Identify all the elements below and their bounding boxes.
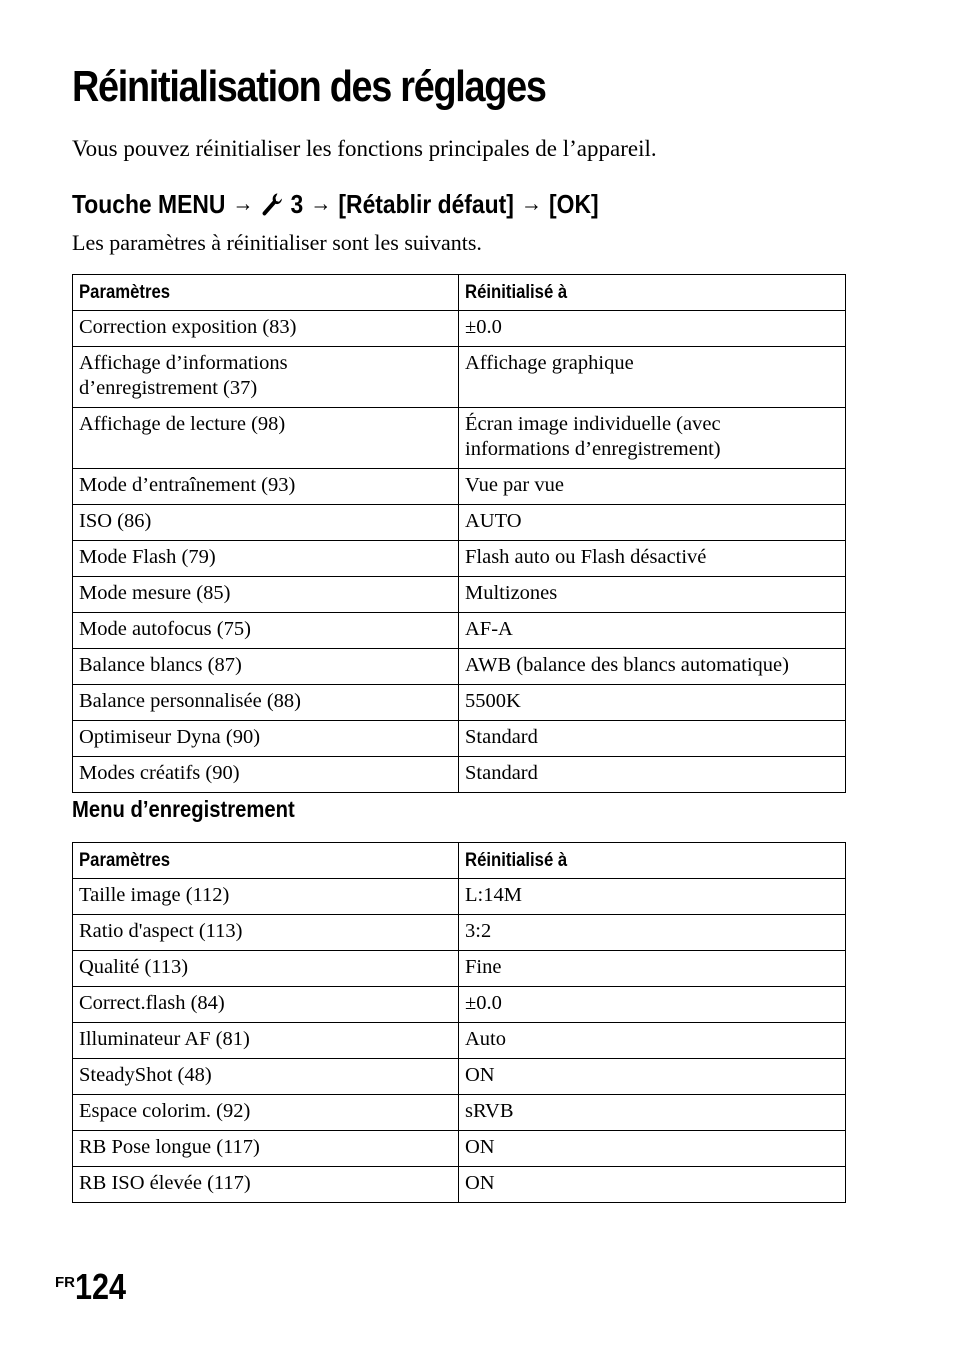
table-row	[73, 408, 846, 469]
parameter-cell: Affichage d’informations d’enregistrement (37)	[73, 347, 459, 408]
column-header: Paramètres	[73, 843, 459, 879]
reset-value-cell: Vue par vue	[459, 469, 846, 505]
reset-value-cell: ±0.0	[459, 311, 846, 347]
table-row	[73, 987, 846, 1023]
parameter-cell: Espace colorim. (92)	[73, 1095, 459, 1131]
table-row	[73, 757, 846, 793]
reset-value-cell: Multizones	[459, 577, 846, 613]
parameter-cell: Mode mesure (85)	[73, 577, 459, 613]
parameter-cell: Taille image (112)	[73, 879, 459, 915]
parameter-cell: Optimiseur Dyna (90)	[73, 721, 459, 757]
reset-value-cell: ON	[459, 1059, 846, 1095]
table-row	[73, 1023, 846, 1059]
table-row	[73, 879, 846, 915]
parameter-cell: Affichage de lecture (98)	[73, 408, 459, 469]
table-header-row	[73, 275, 846, 311]
parameter-cell: Qualité (113)	[73, 951, 459, 987]
wrench-icon	[261, 191, 284, 217]
reset-value-cell: Flash auto ou Flash désactivé	[459, 541, 846, 577]
language-label: FR	[55, 1274, 75, 1291]
arrow-icon: →	[232, 190, 254, 217]
table-row	[73, 1059, 846, 1095]
reset-value-cell: 5500K	[459, 685, 846, 721]
reset-value-cell: Écran image individuelle (avec informations d’enregistrement)	[459, 408, 846, 469]
section-title: Menu d’enregistrement	[72, 796, 295, 822]
table-row	[73, 721, 846, 757]
menu-path-tab-number: 3	[290, 188, 304, 219]
column-header: Réinitialisé à	[459, 843, 846, 879]
reset-value-cell: ON	[459, 1131, 846, 1167]
reset-value-cell: AF-A	[459, 613, 846, 649]
column-header: Réinitialisé à	[459, 275, 846, 311]
table-row	[73, 915, 846, 951]
reset-value-cell: AWB (balance des blancs automatique)	[459, 649, 846, 685]
table-row	[73, 685, 846, 721]
reset-value-cell: sRVB	[459, 1095, 846, 1131]
parameter-cell: Mode Flash (79)	[73, 541, 459, 577]
table-row	[73, 347, 846, 408]
parameter-cell: Modes créatifs (90)	[73, 757, 459, 793]
reset-value-cell: Standard	[459, 757, 846, 793]
subtitle-text: Les paramètres à réinitialiser sont les suivants.	[72, 230, 482, 255]
table-row	[73, 541, 846, 577]
parameter-cell: Illuminateur AF (81)	[73, 1023, 459, 1059]
reset-value-cell: AUTO	[459, 505, 846, 541]
recording-menu-table	[72, 842, 846, 1203]
parameter-cell: RB Pose longue (117)	[73, 1131, 459, 1167]
parameter-cell: Mode autofocus (75)	[73, 613, 459, 649]
menu-path	[72, 188, 599, 220]
table-header-row	[73, 843, 846, 879]
column-header: Paramètres	[73, 275, 459, 311]
page-title: Réinitialisation des réglages	[72, 62, 546, 111]
table-row	[73, 951, 846, 987]
table-row	[73, 505, 846, 541]
menu-path-item: [Rétablir défaut]	[338, 188, 514, 219]
table-row	[73, 1131, 846, 1167]
reset-value-cell: Fine	[459, 951, 846, 987]
arrow-icon: →	[520, 190, 543, 217]
reset-value-cell: ON	[459, 1167, 846, 1203]
table-row	[73, 1167, 846, 1203]
table-row	[73, 1095, 846, 1131]
table-row	[73, 613, 846, 649]
parameter-cell: SteadyShot (48)	[73, 1059, 459, 1095]
table-row	[73, 469, 846, 505]
table-body	[73, 311, 846, 793]
table-body	[73, 879, 846, 1203]
menu-path-confirm: [OK]	[549, 188, 599, 219]
parameter-cell: Balance personnalisée (88)	[73, 685, 459, 721]
reset-value-cell: 3:2	[459, 915, 846, 951]
parameter-cell: ISO (86)	[73, 505, 459, 541]
reset-value-cell: Affichage graphique	[459, 347, 846, 408]
table-row	[73, 577, 846, 613]
page-number	[55, 1266, 135, 1310]
arrow-icon: →	[310, 190, 332, 217]
parameter-cell: Correction exposition (83)	[73, 311, 459, 347]
parameter-cell: Correct.flash (84)	[73, 987, 459, 1023]
reset-value-cell: Auto	[459, 1023, 846, 1059]
intro-text: Vous pouvez réinitialiser les fonctions principales de l’appareil.	[72, 136, 657, 161]
reset-value-cell: ±0.0	[459, 987, 846, 1023]
reset-value-cell: Standard	[459, 721, 846, 757]
page-number-value: 124	[75, 1266, 127, 1307]
table-row	[73, 649, 846, 685]
parameter-cell: RB ISO élevée (117)	[73, 1167, 459, 1203]
parameter-cell: Mode d’entraînement (93)	[73, 469, 459, 505]
reset-settings-table	[72, 274, 846, 793]
reset-value-cell: L:14M	[459, 879, 846, 915]
menu-path-prefix: Touche MENU	[72, 188, 226, 219]
parameter-cell: Ratio d'aspect (113)	[73, 915, 459, 951]
parameter-cell: Balance blancs (87)	[73, 649, 459, 685]
table-row	[73, 311, 846, 347]
